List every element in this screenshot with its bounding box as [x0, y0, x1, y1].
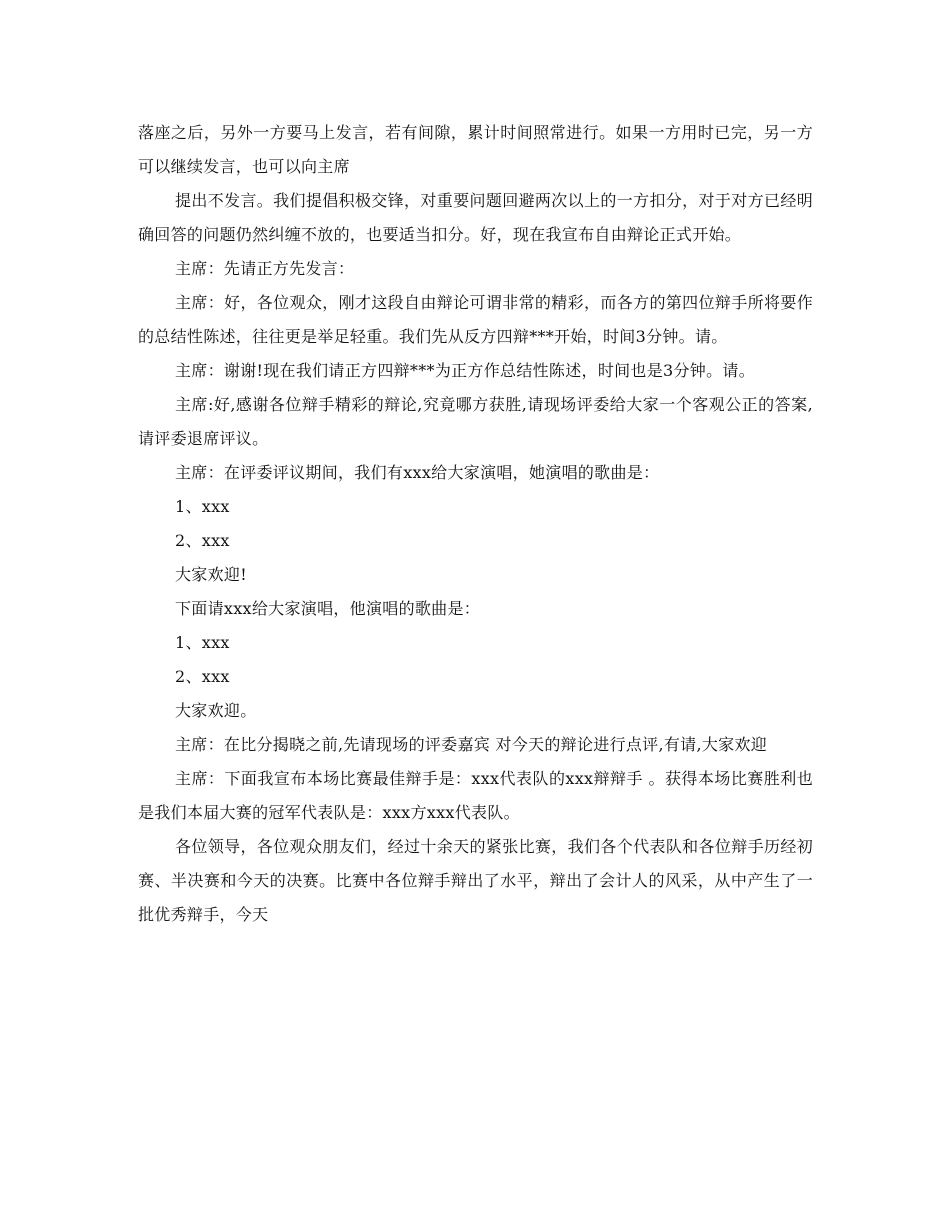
paragraph: 主席：在评委评议期间，我们有xxx给大家演唱，她演唱的歌曲是：: [175, 463, 660, 482]
list-item: 1、xxx: [175, 633, 230, 652]
list-item: 2、xxx: [175, 667, 230, 686]
paragraph: 主席：先请正方先发言：: [175, 259, 355, 278]
paragraph: 落座之后，另外一方要马上发言，若有间隙，累计时间照常进行。如果一方用时已完，另一方可以继续发言，也可以向主席: [138, 123, 813, 176]
document-body: [138, 116, 813, 932]
paragraph: 主席：在比分揭晓之前,先请现场的评委嘉宾 对今天的辩论进行点评,有请,大家欢迎: [175, 735, 768, 754]
paragraph: 主席：谢谢!现在我们请正方四辩***为正方作总结性陈述，时间也是3分钟。请。: [175, 361, 756, 380]
paragraph: 提出不发言。我们提倡积极交锋，对重要问题回避两次以上的一方扣分，对于对方已经明确回答的问题仍然纠缠不放的，也要适当扣分。好，现在我宣布自由辩论正式开始。: [138, 191, 813, 244]
paragraph: 各位领导，各位观众朋友们，经过十余天的紧张比赛，我们各个代表队和各位辩手历经初赛、半决赛和今天的决赛。比赛中各位辩手辩出了水平，辩出了会计人的风采，从中产生了一批优秀辩手，今天: [138, 837, 813, 924]
list-item: 2、xxx: [175, 531, 230, 550]
paragraph: 主席：下面我宣布本场比赛最佳辩手是：xxx代表队的xxx辩辩手 。获得本场比赛胜利也是我们本届大赛的冠军代表队是：xxx方xxx代表队。: [138, 769, 813, 822]
paragraph: 大家欢迎。: [175, 701, 257, 720]
paragraph: 下面请xxx给大家演唱，他演唱的歌曲是：: [175, 599, 481, 618]
paragraph: 主席：好，各位观众，刚才这段自由辩论可谓非常的精彩，而各方的第四位辩手所将要作的总结性陈述，往往更是举足轻重。我们先从反方四辩***开始，时间3分钟。请。: [138, 293, 813, 346]
paragraph: 大家欢迎!: [175, 565, 247, 584]
list-item: 1、xxx: [175, 497, 230, 516]
paragraph: 主席:好,感谢各位辩手精彩的辩论,究竟哪方获胜,请现场评委给大家一个客观公正的答案,请评委退席评议。: [138, 395, 813, 448]
